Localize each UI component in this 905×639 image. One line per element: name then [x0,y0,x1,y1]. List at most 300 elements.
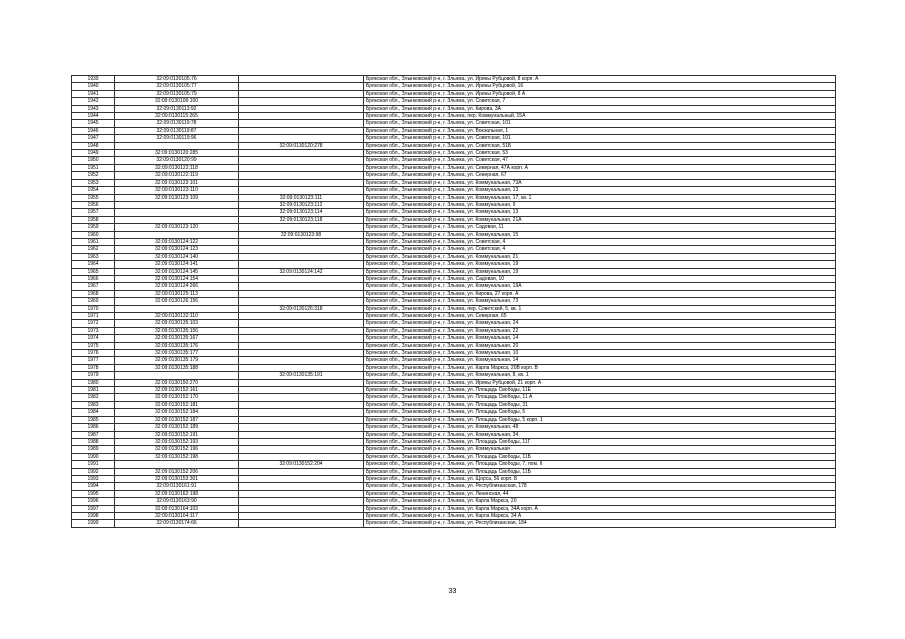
secondary-cadastral-number-cell: 32:09:0130123:98 [239,231,364,238]
cadastral-number-cell: 32:09:0130135:167 [115,335,239,342]
row-number-cell: 1979 [72,372,115,379]
secondary-cadastral-number-cell [239,350,364,357]
secondary-cadastral-number-cell [239,98,364,105]
address-cell: Брянская обл., Злынковский р-н, г. Злынка, ул. Коммунальная, 21А [364,216,836,223]
secondary-cadastral-number-cell [239,342,364,349]
address-cell: Брянская обл., Злынковский р-н, г. Злынка, ул. Коммунальная, 19 [364,261,836,268]
address-cell: Брянская обл., Злынковский р-н, г. Злынка, ул. Площадь Свободы, 11 А [364,394,836,401]
secondary-cadastral-number-cell [239,468,364,475]
row-number-cell: 1983 [72,401,115,408]
table-row [72,409,836,416]
secondary-cadastral-number-cell [239,127,364,134]
cadastral-number-cell: 32:09:0130161:91 [115,483,239,490]
secondary-cadastral-number-cell [239,475,364,482]
registry-table [71,75,836,528]
address-cell: Брянская обл., Злынковский р-н, г. Злынка, ул. Коммунальная, 13 [364,209,836,216]
row-number-cell: 1940 [72,83,115,90]
cadastral-number-cell: 32:09:0130120:99 [115,157,239,164]
secondary-cadastral-number-cell: 32:09:0130124:142 [239,268,364,275]
secondary-cadastral-number-cell [239,172,364,179]
row-number-cell: 1956 [72,201,115,208]
row-number-cell: 1972 [72,320,115,327]
row-number-cell: 1963 [72,253,115,260]
cadastral-number-cell: 32:09:0130105:76 [115,76,239,83]
cadastral-number-cell: 32:09:0130124:141 [115,261,239,268]
cadastral-number-cell: 32:09:0130115:265 [115,113,239,120]
row-number-cell: 1978 [72,364,115,371]
secondary-cadastral-number-cell [239,313,364,320]
page-number: 33 [448,588,457,595]
row-number-cell: 1939 [72,76,115,83]
row-number-cell: 1995 [72,490,115,497]
cadastral-number-cell: 32:09:0130124:154 [115,275,239,282]
table-row [72,105,836,112]
address-cell: Брянская обл., Злынковский р-н, г. Злынка, ул. Вокзальная, 1 [364,127,836,134]
address-cell: Брянская обл., Злынковский р-н, г. Злынка, пер. Советский, 5, кв. 1 [364,305,836,312]
address-cell: Брянская обл., Злынковский р-н, г. Злынка, ул. Республиканская, 178 [364,483,836,490]
address-cell: Брянская обл., Злынковский р-н, г. Злынка, ул. Коммунальная, 17, кв. 1 [364,194,836,201]
address-cell: Брянская обл., Злынковский р-н, г. Злынка, ул. Карла Маркса, 34 А [364,512,836,519]
address-cell: Брянская обл., Злынковский р-н, г. Злынка, ул. Площадь Свободы, 7, пом. II [364,461,836,468]
cadastral-number-cell [115,372,239,379]
table-row [72,461,836,468]
address-cell: Брянская обл., Злынковский р-н, г. Злынка, ул. Советская, 4 [364,246,836,253]
row-number-cell: 1953 [72,179,115,186]
address-cell: Брянская обл., Злынковский р-н, г. Злынка, ул. Коммунальная, 73 [364,298,836,305]
address-cell: Брянская обл., Злынковский р-н, г. Злынка, ул. Карла Маркса, 34А корп. А [364,505,836,512]
cadastral-number-cell: 32:09:0130135:103 [115,320,239,327]
row-number-cell: 1944 [72,113,115,120]
row-number-cell: 1964 [72,261,115,268]
table-row [72,246,836,253]
cadastral-number-cell: 32:09:0130152:187 [115,416,239,423]
row-number-cell: 1957 [72,209,115,216]
table-row [72,468,836,475]
row-number-cell: 1952 [72,172,115,179]
cadastral-number-cell: 32:09:0130152:191 [115,431,239,438]
secondary-cadastral-number-cell [239,498,364,505]
secondary-cadastral-number-cell [239,512,364,519]
secondary-cadastral-number-cell [239,261,364,268]
address-cell: Брянская обл., Злынковский р-н, г. Злынка, ул. Коммунальная, 24 [364,320,836,327]
address-cell: Брянская обл., Злынковский р-н, г. Злынка, ул. Площадь Свободы, 5 [364,409,836,416]
cadastral-number-cell: 32:09:0130105:79 [115,90,239,97]
secondary-cadastral-number-cell [239,364,364,371]
cadastral-number-cell: 32:09:0130124:123 [115,246,239,253]
secondary-cadastral-number-cell [239,298,364,305]
table-row [72,142,836,149]
table-row [72,120,836,127]
table-row [72,179,836,186]
cadastral-number-cell: 32:09:0130162:198 [115,490,239,497]
row-number-cell: 1941 [72,90,115,97]
row-number-cell: 1960 [72,231,115,238]
cadastral-number-cell: 32:09:0130163:90 [115,498,239,505]
cadastral-number-cell: 32:09:0130124:145 [115,268,239,275]
secondary-cadastral-number-cell [239,335,364,342]
table-row [72,224,836,231]
cadastral-number-cell [115,201,239,208]
address-cell: Брянская обл., Злынковский р-н, г. Злынка, ул. Коммунальная, 21 [364,253,836,260]
secondary-cadastral-number-cell: 32:09:0130123:118 [239,216,364,223]
cadastral-number-cell [115,461,239,468]
cadastral-number-cell: 32:09:0130113:92 [115,105,239,112]
row-number-cell: 1961 [72,238,115,245]
secondary-cadastral-number-cell: 32:09:0130120:278 [239,142,364,149]
table-row [72,261,836,268]
address-cell: Брянская обл., Злынковский р-н, г. Злынка, ул. Коммунальная, 14 [364,335,836,342]
cadastral-number-cell: 32:09:0130106:100 [115,98,239,105]
cadastral-number-cell: 32:09:0130124:122 [115,238,239,245]
table-row [72,283,836,290]
table-row [72,394,836,401]
secondary-cadastral-number-cell [239,253,364,260]
cadastral-number-cell: 32:09:0130152:206 [115,468,239,475]
cadastral-number-cell: 32:09:0130135:156 [115,327,239,334]
cadastral-number-cell: 32:09:0130152:161 [115,387,239,394]
cadastral-number-cell: 32:09:0130124:266 [115,283,239,290]
table-row [72,231,836,238]
table-row [72,305,836,312]
table-row [72,424,836,431]
cadastral-number-cell: 32:09:0130152:193 [115,438,239,445]
cadastral-number-cell: 32:09:0130164:117 [115,512,239,519]
table-row [72,379,836,386]
cadastral-number-cell: 32:09:0130119:78 [115,120,239,127]
cadastral-number-cell: 32:09:0130125:113 [115,290,239,297]
address-cell: Брянская обл., Злынковский р-н, г. Злынка, ул. Республиканская, 184 [364,520,836,527]
row-number-cell: 1989 [72,446,115,453]
cadastral-number-cell [115,216,239,223]
address-cell: Брянская обл., Злынковский р-н, г. Злынка, ул. Ирины Рубцовой, 8 корп. А [364,76,836,83]
address-cell: Брянская обл., Злынковский р-н, г. Злынка, ул. Коммунальная, 34 [364,431,836,438]
table-row [72,446,836,453]
address-cell: Брянская обл., Злынковский р-н, г. Злынка, ул. Коммунальная, 8, кв. 1 [364,372,836,379]
secondary-cadastral-number-cell [239,150,364,157]
table-row [72,194,836,201]
table-row [72,364,836,371]
table-row [72,172,836,179]
cadastral-number-cell: 32:09:0130150:270 [115,379,239,386]
table-row [72,520,836,527]
row-number-cell: 1988 [72,438,115,445]
secondary-cadastral-number-cell [239,379,364,386]
address-cell: Брянская обл., Злынковский р-н, г. Злынка, ул. Площадь Свободы, 11Е [364,387,836,394]
secondary-cadastral-number-cell [239,446,364,453]
table-row [72,113,836,120]
row-number-cell: 1998 [72,512,115,519]
cadastral-number-cell [115,209,239,216]
table-row [72,512,836,519]
secondary-cadastral-number-cell [239,438,364,445]
secondary-cadastral-number-cell [239,224,364,231]
cadastral-number-cell: 32:09:0130152:198 [115,453,239,460]
address-cell: Брянская обл., Злынковский р-н, г. Злынка, ул. Коммунальная, 14 [364,357,836,364]
address-cell: Брянская обл., Злынковский р-н, г. Злынка, ул. Ленинская, 44 [364,490,836,497]
secondary-cadastral-number-cell [239,490,364,497]
secondary-cadastral-number-cell: 32:09:0130152:204 [239,461,364,468]
table-row [72,216,836,223]
row-number-cell: 1958 [72,216,115,223]
address-cell: Брянская обл., Злынковский р-н, г. Злынка, ул. Советская, 51Б [364,142,836,149]
secondary-cadastral-number-cell [239,275,364,282]
cadastral-number-cell: 32:09:0130152:184 [115,409,239,416]
row-number-cell: 1980 [72,379,115,386]
cadastral-number-cell: 32:09:0130164:103 [115,505,239,512]
cadastral-number-cell: 32:09:0130152:170 [115,394,239,401]
table-row [72,209,836,216]
row-number-cell: 1984 [72,409,115,416]
table-row [72,150,836,157]
secondary-cadastral-number-cell [239,401,364,408]
address-cell: Брянская обл., Злынковский р-н, г. Злынка, ул. Площадь Свободы, 11Г [364,438,836,445]
address-cell: Брянская обл., Злынковский р-н, г. Злынка, ул. Карла Маркса, 20В корп. В [364,364,836,371]
cadastral-number-cell [115,142,239,149]
row-number-cell: 1950 [72,157,115,164]
secondary-cadastral-number-cell [239,394,364,401]
row-number-cell: 1997 [72,505,115,512]
table-row [72,164,836,171]
cadastral-number-cell: 32:09:0130153:301 [115,475,239,482]
table-row [72,372,836,379]
cadastral-number-cell: 32:09:0130135:188 [115,364,239,371]
table-row [72,268,836,275]
address-cell: Брянская обл., Злынковский р-н, г. Злынка, ул. Советская, 7 [364,98,836,105]
address-cell: Брянская обл., Злынковский р-н, г. Злынка, ул. Советская, 4 [364,238,836,245]
cadastral-number-cell: 32:09:0130123:110 [115,187,239,194]
address-cell: Брянская обл., Злынковский р-н, г. Злынка, пер. Коммунальный, 15А [364,113,836,120]
secondary-cadastral-number-cell: 32:09:0130123:112 [239,201,364,208]
table-row [72,350,836,357]
cadastral-number-cell: 32:09:0130123:101 [115,179,239,186]
secondary-cadastral-number-cell [239,505,364,512]
address-cell: Брянская обл., Злынковский р-н, г. Злынка, ул. Площадь Свободы, 31 [364,401,836,408]
table-row [72,327,836,334]
secondary-cadastral-number-cell [239,453,364,460]
table-row [72,401,836,408]
row-number-cell: 1990 [72,453,115,460]
row-number-cell: 1965 [72,268,115,275]
address-cell: Брянская обл., Злынковский р-н, г. Злынка, ул. Северная, 65 [364,313,836,320]
secondary-cadastral-number-cell [239,409,364,416]
secondary-cadastral-number-cell [239,164,364,171]
secondary-cadastral-number-cell [239,320,364,327]
table-row [72,498,836,505]
address-cell: Брянская обл., Злынковский р-н, г. Злынка, ул. Площадь Свободы, 11Б [364,453,836,460]
row-number-cell: 1999 [72,520,115,527]
address-cell: Брянская обл., Злынковский р-н, г. Злынка, ул. Советская, 53 [364,150,836,157]
secondary-cadastral-number-cell: 32:09:0130123:111 [239,194,364,201]
address-cell: Брянская обл., Злынковский р-н, г. Злынка, ул. Коммунальная, 19 [364,268,836,275]
secondary-cadastral-number-cell [239,357,364,364]
table-row [72,505,836,512]
address-cell: Брянская обл., Злынковский р-н, г. Злынка, ул. Коммунальная, 20 [364,342,836,349]
row-number-cell: 1955 [72,194,115,201]
cadastral-number-cell: 32:09:0130135:176 [115,342,239,349]
table-row [72,290,836,297]
table-row [72,253,836,260]
row-number-cell: 1992 [72,468,115,475]
secondary-cadastral-number-cell [239,387,364,394]
row-number-cell: 1947 [72,135,115,142]
address-cell: Брянская обл., Злынковский р-н, г. Злынка, ул. Северная, 67 [364,172,836,179]
secondary-cadastral-number-cell [239,179,364,186]
address-cell: Брянская обл., Злынковский р-н, г. Злынка, ул. Коммунальная, 48 [364,424,836,431]
address-cell: Брянская обл., Злынковский р-н, г. Злынка, ул. Коммунальная [364,446,836,453]
secondary-cadastral-number-cell [239,135,364,142]
row-number-cell: 1951 [72,164,115,171]
secondary-cadastral-number-cell [239,327,364,334]
row-number-cell: 1985 [72,416,115,423]
table-row [72,335,836,342]
address-cell: Брянская обл., Злынковский р-н, г. Злынка, ул. Садовая, 11 [364,224,836,231]
secondary-cadastral-number-cell: 32:09:0130135:191 [239,372,364,379]
cadastral-number-cell: 32:09:0130124:140 [115,253,239,260]
row-number-cell: 1954 [72,187,115,194]
row-number-cell: 1973 [72,327,115,334]
secondary-cadastral-number-cell [239,113,364,120]
secondary-cadastral-number-cell [239,76,364,83]
address-cell: Брянская обл., Злынковский р-н, г. Злынка, ул. Коммунальная, 13 [364,187,836,194]
address-cell: Брянская обл., Злынковский р-н, г. Злынка, ул. Советская, 47 [364,157,836,164]
address-cell: Брянская обл., Злынковский р-н, г. Злынка, ул. Коммунальная, 10 [364,350,836,357]
address-cell: Брянская обл., Злынковский р-н, г. Злынка, ул. Ирины Рубцовой, 21 корп. А [364,379,836,386]
secondary-cadastral-number-cell [239,520,364,527]
secondary-cadastral-number-cell [239,120,364,127]
address-cell: Брянская обл., Злынковский р-н, г. Злынка, ул. Щорса, 56 корп. Б [364,475,836,482]
table-row [72,490,836,497]
address-cell: Брянская обл., Злынковский р-н, г. Злынка, ул. Ирины Рубцовой, 16 [364,83,836,90]
cadastral-number-cell: 32:09:0130152:196 [115,446,239,453]
cadastral-number-cell: 32:09:0130135:179 [115,357,239,364]
row-number-cell: 1968 [72,290,115,297]
row-number-cell: 1994 [72,483,115,490]
table-row [72,238,836,245]
table-row [72,438,836,445]
table-row [72,475,836,482]
cadastral-number-cell: 32:09:0130152:181 [115,401,239,408]
registry-table-body [72,76,836,528]
table-row [72,187,836,194]
table-row [72,313,836,320]
address-cell: Брянская обл., Злынковский р-н, г. Злынка, ул. Площадь Свободы, 5 корп. 1 [364,416,836,423]
secondary-cadastral-number-cell [239,416,364,423]
address-cell: Брянская обл., Злынковский р-н, г. Злынка, ул. Северная, 47А корп. А [364,164,836,171]
secondary-cadastral-number-cell: 32:09:0130123:114 [239,209,364,216]
table-row [72,320,836,327]
address-cell: Брянская обл., Злынковский р-н, г. Злынка, ул. Коммунальная, 9 [364,201,836,208]
secondary-cadastral-number-cell: 32:09:0130126:318 [239,305,364,312]
cadastral-number-cell: 32:09:0130119:96 [115,135,239,142]
secondary-cadastral-number-cell [239,105,364,112]
table-row [72,201,836,208]
cadastral-number-cell: 32:09:0130126:156 [115,298,239,305]
cadastral-number-cell: 32:09:0130152:189 [115,424,239,431]
table-row [72,298,836,305]
table-row [72,275,836,282]
secondary-cadastral-number-cell [239,431,364,438]
address-cell: Брянская обл., Злынковский р-н, г. Злынка, ул. Садовая, 10 [364,275,836,282]
table-row [72,387,836,394]
secondary-cadastral-number-cell [239,90,364,97]
cadastral-number-cell: 32:09:0130123:109 [115,194,239,201]
row-number-cell: 1991 [72,461,115,468]
row-number-cell: 1949 [72,150,115,157]
cadastral-number-cell: 32:09:0130105:77 [115,83,239,90]
row-number-cell: 1974 [72,335,115,342]
cadastral-number-cell: 32:09:0130119:87 [115,127,239,134]
table-row [72,83,836,90]
cadastral-number-cell: 32:09:0130132:110 [115,313,239,320]
row-number-cell: 1996 [72,498,115,505]
table-row [72,127,836,134]
secondary-cadastral-number-cell [239,483,364,490]
row-number-cell: 1945 [72,120,115,127]
cadastral-number-cell: 32:09:0130174:66 [115,520,239,527]
row-number-cell: 1976 [72,350,115,357]
table-row [72,90,836,97]
address-cell: Брянская обл., Злынковский р-н, г. Злынка, ул. Советская, 101 [364,135,836,142]
table-row [72,76,836,83]
row-number-cell: 1977 [72,357,115,364]
row-number-cell: 1942 [72,98,115,105]
row-number-cell: 1986 [72,424,115,431]
address-cell: Брянская обл., Злынковский р-н, г. Злынка, ул. Коммунальная, 73А [364,179,836,186]
cadastral-number-cell: 32:09:0130122:118 [115,164,239,171]
cadastral-number-cell: 32:09:0130122:119 [115,172,239,179]
address-cell: Брянская обл., Злынковский р-н, г. Злынка, ул. Коммунальная, 19А [364,283,836,290]
cadastral-number-cell: 32:09:0130120:285 [115,150,239,157]
row-number-cell: 1971 [72,313,115,320]
address-cell: Брянская обл., Злынковский р-н, г. Злынка, ул. Карла Маркса, 20 [364,498,836,505]
table-row [72,483,836,490]
cadastral-number-cell [115,231,239,238]
row-number-cell: 1970 [72,305,115,312]
secondary-cadastral-number-cell [239,246,364,253]
secondary-cadastral-number-cell [239,424,364,431]
row-number-cell: 1987 [72,431,115,438]
table-row [72,453,836,460]
address-cell: Брянская обл., Злынковский р-н, г. Злынка, ул. Кирова, 3А [364,105,836,112]
row-number-cell: 1969 [72,298,115,305]
row-number-cell: 1982 [72,394,115,401]
row-number-cell: 1967 [72,283,115,290]
secondary-cadastral-number-cell [239,187,364,194]
table-row [72,157,836,164]
table-row [72,98,836,105]
table-row [72,431,836,438]
row-number-cell: 1948 [72,142,115,149]
row-number-cell: 1993 [72,475,115,482]
secondary-cadastral-number-cell [239,157,364,164]
secondary-cadastral-number-cell [239,238,364,245]
address-cell: Брянская обл., Злынковский р-н, г. Злынка, ул. Ирины Рубцовой, 8 А [364,90,836,97]
row-number-cell: 1966 [72,275,115,282]
row-number-cell: 1943 [72,105,115,112]
table-row [72,342,836,349]
cadastral-number-cell: 32:09:0130123:120 [115,224,239,231]
row-number-cell: 1946 [72,127,115,134]
cadastral-number-cell: 32:09:0130135:177 [115,350,239,357]
address-cell: Брянская обл., Злынковский р-н, г. Злынка, ул. Кирова, 27 корп. А [364,290,836,297]
cadastral-number-cell [115,305,239,312]
address-cell: Брянская обл., Злынковский р-н, г. Злынка, ул. Советская, 101 [364,120,836,127]
address-cell: Брянская обл., Злынковский р-н, г. Злынка, ул. Коммунальная, 22 [364,327,836,334]
table-row [72,135,836,142]
table-row [72,416,836,423]
table-row [72,357,836,364]
address-cell: Брянская обл., Злынковский р-н, г. Злынка, ул. Площадь Свободы, 11Б [364,468,836,475]
